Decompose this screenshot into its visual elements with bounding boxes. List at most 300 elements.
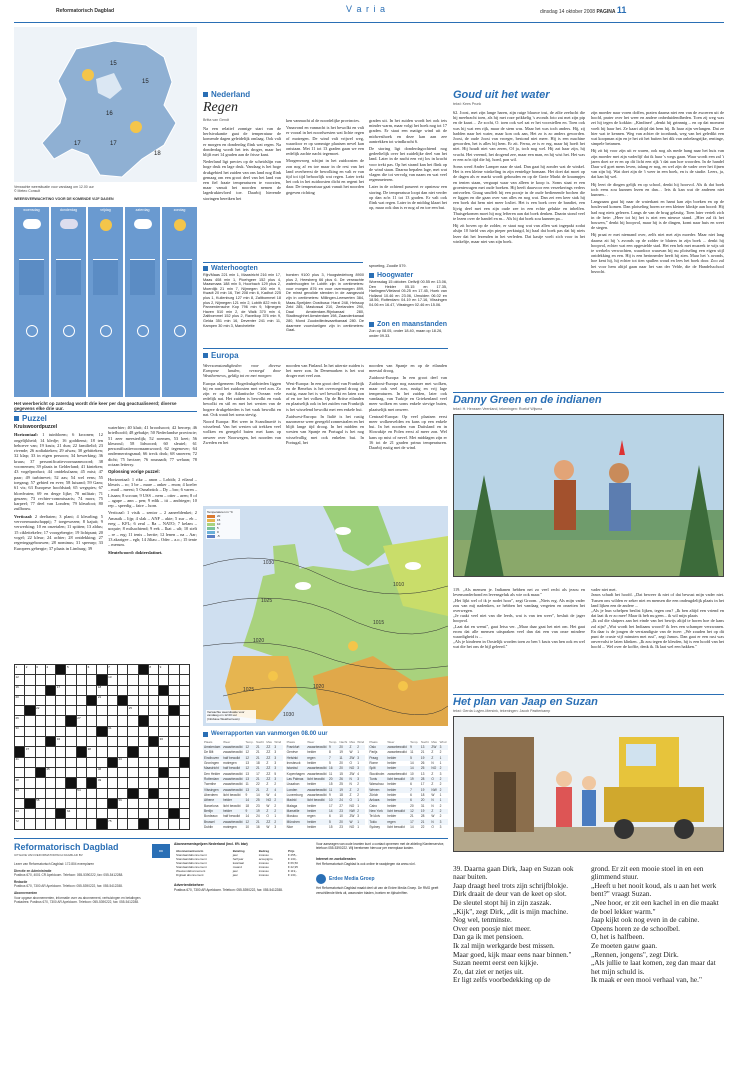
crossword-cell[interactable] bbox=[117, 685, 127, 695]
crossword-cell[interactable] bbox=[138, 778, 148, 788]
crossword-cell[interactable]: 9 bbox=[159, 665, 169, 675]
crossword-cell[interactable]: 1 bbox=[15, 665, 25, 675]
table-cell: 2 bbox=[439, 787, 448, 792]
crossword-cell[interactable] bbox=[159, 809, 169, 819]
crossword-cell[interactable] bbox=[35, 809, 45, 819]
crossword-cell[interactable] bbox=[179, 695, 189, 705]
crossword-cell[interactable] bbox=[138, 809, 148, 819]
crossword-cell[interactable] bbox=[179, 778, 189, 788]
crossword-cell[interactable] bbox=[107, 788, 117, 798]
crossword-cell[interactable]: 45 bbox=[45, 767, 55, 777]
table-cell: N bbox=[430, 819, 438, 824]
crossword-cell[interactable]: 13 bbox=[107, 675, 117, 685]
crossword-cell[interactable] bbox=[97, 706, 107, 716]
crossword-cell[interactable] bbox=[56, 695, 66, 705]
crossword-cell[interactable] bbox=[97, 788, 107, 798]
crossword-cell[interactable] bbox=[76, 675, 86, 685]
forecast-day-label: woensdag bbox=[23, 208, 40, 212]
crossword-cell[interactable] bbox=[107, 737, 117, 747]
crossword-cell[interactable] bbox=[45, 695, 55, 705]
crossword-cell[interactable] bbox=[25, 809, 35, 819]
crossword-table[interactable] bbox=[14, 664, 190, 830]
crossword-cell[interactable] bbox=[128, 757, 138, 767]
column-header: Wind bbox=[274, 740, 282, 745]
crossword-cell[interactable] bbox=[148, 716, 158, 726]
crossword-cell[interactable]: 7 bbox=[107, 665, 117, 675]
crossword-cell[interactable] bbox=[107, 716, 117, 726]
crossword-cell[interactable] bbox=[148, 706, 158, 716]
comic-crane-window bbox=[626, 744, 656, 766]
table-cell: 3 bbox=[274, 760, 277, 765]
crossword-cell[interactable] bbox=[169, 798, 179, 808]
crossword-cell[interactable] bbox=[35, 737, 45, 747]
crossword-cell[interactable]: 6 bbox=[87, 665, 97, 675]
crossword-cell[interactable] bbox=[169, 726, 179, 736]
crossword-cell[interactable] bbox=[169, 685, 179, 695]
crossword-cell[interactable]: 17 bbox=[56, 685, 66, 695]
crossword-cell[interactable] bbox=[66, 767, 76, 777]
crossword-cell[interactable] bbox=[35, 716, 45, 726]
crossword-cell[interactable] bbox=[66, 675, 76, 685]
europa-col1-p2: Noord Europa: Het weer in Scandinavië is wisselend. Van het westen uit trekken veel wolken en geregeld buien met kans op onweer over Noorwegen, het noorden van Zweden en het bbox=[203, 419, 281, 445]
crossword-cell[interactable] bbox=[148, 695, 158, 705]
crossword-cell[interactable]: 58 bbox=[35, 798, 45, 808]
crossword-cell[interactable] bbox=[76, 819, 86, 829]
crossword-cell[interactable] bbox=[179, 819, 189, 829]
crossword-cell[interactable] bbox=[138, 726, 148, 736]
crossword-cell[interactable] bbox=[138, 747, 148, 757]
crossword-cell[interactable]: 26 bbox=[15, 716, 25, 726]
crossword-cell[interactable] bbox=[56, 798, 66, 808]
crossword-cell[interactable] bbox=[45, 726, 55, 736]
crossword-cell[interactable]: 37 bbox=[25, 747, 35, 757]
table-cell: O bbox=[431, 824, 434, 829]
legend-swatch bbox=[207, 527, 215, 530]
crossword-cell[interactable] bbox=[159, 798, 169, 808]
crossword-cell[interactable] bbox=[66, 695, 76, 705]
crossword-cell[interactable] bbox=[56, 747, 66, 757]
crossword-cell[interactable]: 36 bbox=[159, 737, 169, 747]
danny-rule bbox=[453, 392, 724, 393]
crossword-cell[interactable] bbox=[169, 716, 179, 726]
puzzel-sleutelwoord: Sleutelwoord: dokterslatinet. bbox=[108, 549, 163, 555]
crossword-cell[interactable] bbox=[107, 809, 117, 819]
comic-figure-head bbox=[582, 776, 596, 790]
crossword-cell[interactable] bbox=[87, 685, 97, 695]
crossword-cell[interactable] bbox=[25, 737, 35, 747]
crossword-cell[interactable]: 4 bbox=[45, 665, 55, 675]
crossword-cell[interactable] bbox=[45, 716, 55, 726]
crossword-cell[interactable] bbox=[97, 716, 107, 726]
legend-value bbox=[207, 534, 239, 538]
crossword-cell[interactable]: 8 bbox=[148, 665, 158, 675]
cloud-icon bbox=[335, 527, 351, 535]
crossword-cell[interactable] bbox=[97, 737, 107, 747]
crossword-cell[interactable] bbox=[97, 757, 107, 767]
table-cell: € 130,- bbox=[287, 857, 298, 862]
table-cell: Z bbox=[266, 782, 269, 787]
crossword-cell[interactable] bbox=[66, 788, 76, 798]
table-cell: zwaarbewolkt bbox=[307, 745, 327, 749]
crossword-cell[interactable]: 48 bbox=[15, 778, 25, 788]
crossword-cell[interactable] bbox=[148, 726, 158, 736]
crossword-cell[interactable] bbox=[128, 809, 138, 819]
table-cell: 20 bbox=[420, 798, 430, 803]
crossword-cell[interactable] bbox=[56, 716, 66, 726]
crossword-cell[interactable] bbox=[128, 737, 138, 747]
crossword-cell[interactable] bbox=[148, 685, 158, 695]
crossword-cell[interactable] bbox=[107, 695, 117, 705]
crossword-cell[interactable] bbox=[56, 788, 66, 798]
crossword-cell[interactable] bbox=[179, 737, 189, 747]
crossword-cell[interactable] bbox=[45, 747, 55, 757]
crossword-cell[interactable] bbox=[15, 798, 25, 808]
crossword-cell[interactable] bbox=[97, 665, 107, 675]
table-cell: Z bbox=[348, 787, 356, 792]
table-cell: W bbox=[349, 750, 353, 755]
crossword-cell[interactable] bbox=[35, 675, 45, 685]
crossword-cell[interactable]: 2 bbox=[25, 665, 35, 675]
table-cell: 2 bbox=[439, 809, 448, 814]
crossword-cell[interactable] bbox=[179, 767, 189, 777]
crossword-cell[interactable]: 27 bbox=[76, 716, 86, 726]
crossword-cell[interactable] bbox=[66, 737, 76, 747]
table-cell: 28 bbox=[420, 777, 430, 782]
crossword-cell[interactable] bbox=[56, 757, 66, 767]
crossword-cell[interactable] bbox=[138, 695, 148, 705]
crossword-cell[interactable] bbox=[179, 809, 189, 819]
crossword-cell[interactable] bbox=[179, 675, 189, 685]
crossword-cell[interactable] bbox=[35, 685, 45, 695]
crossword-cell[interactable] bbox=[56, 706, 66, 716]
crossword-cell[interactable] bbox=[179, 798, 189, 808]
crossword-cell[interactable] bbox=[148, 819, 158, 829]
crossword-cell[interactable] bbox=[15, 767, 25, 777]
crossword-cell[interactable] bbox=[35, 695, 45, 705]
crossword-cell[interactable]: 31 bbox=[107, 726, 117, 736]
crossword-cell[interactable] bbox=[159, 695, 169, 705]
crossword-cell[interactable] bbox=[66, 726, 76, 736]
table-cell: 27 bbox=[339, 803, 343, 808]
crossword-cell[interactable] bbox=[66, 798, 76, 808]
table-cell: N bbox=[431, 803, 434, 808]
colofon-line: Postbus 670, 7300 AR Apeldoorn. Telefoon: 055-5390222, fax: 055-5412288. bbox=[14, 884, 123, 889]
crossword-cell[interactable] bbox=[97, 747, 107, 757]
crossword-cell[interactable] bbox=[87, 798, 97, 808]
table-cell: 1 bbox=[439, 792, 442, 797]
crossword-cell bbox=[66, 778, 76, 788]
crossword-cell[interactable] bbox=[148, 778, 158, 788]
crossword-cell[interactable] bbox=[179, 665, 189, 675]
crossword-cell[interactable]: 18 bbox=[97, 685, 107, 695]
crossword-cell[interactable] bbox=[107, 778, 117, 788]
masthead-paper: Reformatorisch Dagblad bbox=[56, 8, 115, 14]
crossword-cell[interactable] bbox=[117, 665, 127, 675]
crossword-cell[interactable] bbox=[159, 706, 169, 716]
crossword-cell[interactable] bbox=[66, 685, 76, 695]
crossword-cell[interactable] bbox=[45, 757, 55, 767]
crossword-cell[interactable] bbox=[138, 706, 148, 716]
crossword-cell[interactable] bbox=[87, 737, 97, 747]
table-cell: O bbox=[430, 777, 438, 782]
crossword-cell[interactable]: 64 bbox=[66, 809, 76, 819]
crossword-cell[interactable] bbox=[45, 778, 55, 788]
table-cell: 20 bbox=[338, 745, 348, 750]
crossword-cell[interactable] bbox=[56, 767, 66, 777]
crossword-cell[interactable] bbox=[117, 767, 127, 777]
crossword-cell[interactable] bbox=[159, 716, 169, 726]
crossword-cell[interactable] bbox=[159, 726, 169, 736]
crossword-cell[interactable]: 63 bbox=[15, 809, 25, 819]
crossword-cell[interactable]: 25 bbox=[128, 706, 138, 716]
table-cell: 21 bbox=[410, 814, 414, 819]
crossword-cell[interactable] bbox=[159, 819, 169, 829]
crossword-cell[interactable] bbox=[76, 798, 86, 808]
crossword-cell[interactable] bbox=[25, 695, 35, 705]
crossword-cell[interactable] bbox=[117, 778, 127, 788]
column-header: Prijs bbox=[287, 849, 295, 854]
crossword-cell[interactable] bbox=[87, 757, 97, 767]
crossword-cell[interactable] bbox=[128, 695, 138, 705]
crossword-cell[interactable] bbox=[138, 798, 148, 808]
crossword-cell[interactable] bbox=[45, 819, 55, 829]
table-cell: 7 bbox=[409, 787, 420, 792]
crossword-cell[interactable] bbox=[97, 809, 107, 819]
crossword-cell[interactable]: 5 bbox=[66, 665, 76, 675]
crossword-cell[interactable] bbox=[35, 747, 45, 757]
crossword-cell[interactable] bbox=[87, 767, 97, 777]
table-cell: helder bbox=[386, 787, 409, 792]
crossword-cell[interactable] bbox=[128, 819, 138, 829]
crossword-cell[interactable] bbox=[148, 798, 158, 808]
crossword-cell[interactable] bbox=[76, 706, 86, 716]
crossword-cell[interactable] bbox=[25, 726, 35, 736]
crossword-cell[interactable] bbox=[87, 716, 97, 726]
crossword-cell[interactable] bbox=[128, 716, 138, 726]
crossword-cell[interactable] bbox=[148, 809, 158, 819]
crossword-cell[interactable]: 3 bbox=[35, 665, 45, 675]
crossword-cell[interactable] bbox=[138, 675, 148, 685]
crossword-cell[interactable] bbox=[45, 706, 55, 716]
map-caption-text: Verwachte weersituatie voor vandaag om 12.00 uur bbox=[14, 185, 94, 189]
puzzel-col2-text: waterhier; 40 kluit; 41 broodsoort; 42 beroep; 46 briefhoofd; 48 gebakje; 50 Nederlandse provincie; 51 zeer meesterlijk; 52 roemen, 53 keet; 56 kleuroul; 58 lidwoord; 60 sleutel; 61 personificatievoornaamwoord; 62 tegenover; 64 ondermerringsmal; 66 treck drok; 68 snoeren; 72 dicht; 75 hectare; 76 rounaadt; 77 welaan; 78 octaan lettersy. bbox=[108, 425, 197, 468]
table-cell: 2 bbox=[273, 798, 282, 803]
crossword-cell[interactable] bbox=[159, 778, 169, 788]
crossword-cell[interactable] bbox=[148, 675, 158, 685]
europa-intro: Weersomstandigheden voor diverse Europese landen, verzorgd door Weathernews, geldig tot en met morgen: bbox=[203, 363, 281, 379]
crossword-cell[interactable] bbox=[66, 747, 76, 757]
crossword-cell[interactable] bbox=[138, 685, 148, 695]
crossword-cell[interactable] bbox=[169, 675, 179, 685]
crossword-cell[interactable] bbox=[117, 788, 127, 798]
crossword-cell[interactable] bbox=[148, 747, 158, 757]
table-cell: 2 bbox=[356, 787, 365, 792]
crossword-cell[interactable] bbox=[159, 747, 169, 757]
table-cell: Parijs bbox=[369, 750, 378, 755]
crossword-cell[interactable]: 41 bbox=[15, 757, 25, 767]
crossword-cell[interactable] bbox=[179, 716, 189, 726]
table-cell: Amsterdam bbox=[204, 745, 221, 749]
crossword-cell[interactable] bbox=[87, 706, 97, 716]
crossword-cell[interactable] bbox=[35, 819, 45, 829]
crossword-cell[interactable] bbox=[128, 778, 138, 788]
crossword-cell[interactable]: 12 bbox=[15, 675, 25, 685]
crossword-cell[interactable]: 72 bbox=[15, 819, 25, 829]
crossword-cell[interactable] bbox=[87, 788, 97, 798]
crossword-cell[interactable] bbox=[56, 675, 66, 685]
crossword-cell[interactable]: 46 bbox=[97, 767, 107, 777]
crossword-cell bbox=[169, 706, 179, 716]
crossword-cell[interactable] bbox=[76, 767, 86, 777]
crossword-cell[interactable] bbox=[35, 778, 45, 788]
crossword-cell[interactable] bbox=[35, 757, 45, 767]
crossword-cell[interactable] bbox=[76, 665, 86, 675]
crossword-cell[interactable] bbox=[76, 695, 86, 705]
nederland-col2-p1: ken vanmacht al de noordelijke provincies. bbox=[286, 118, 360, 123]
crossword-cell[interactable] bbox=[76, 685, 86, 695]
crossword-cell[interactable] bbox=[117, 747, 127, 757]
europa-col2-p1: noorden van Finland. In het uiterste zuiden is het meer zon. In Denemarken is het wat droger met veel zon. bbox=[286, 363, 364, 379]
crossword-cell[interactable] bbox=[76, 809, 86, 819]
crossword-cell[interactable] bbox=[107, 747, 117, 757]
crossword-cell[interactable] bbox=[179, 726, 189, 736]
crossword-cell[interactable] bbox=[25, 819, 35, 829]
crossword-cell[interactable] bbox=[169, 767, 179, 777]
crossword-cell[interactable] bbox=[169, 778, 179, 788]
crossword-cell[interactable] bbox=[45, 798, 55, 808]
crossword-cell[interactable] bbox=[159, 757, 169, 767]
crossword-cell[interactable]: 38 bbox=[87, 747, 97, 757]
crossword-cell[interactable] bbox=[117, 819, 127, 829]
crossword-cell[interactable] bbox=[87, 726, 97, 736]
crossword-cell[interactable] bbox=[169, 757, 179, 767]
crossword-cell[interactable]: 30 bbox=[15, 726, 25, 736]
crossword-cell[interactable] bbox=[128, 798, 138, 808]
crossword-cell[interactable] bbox=[128, 767, 138, 777]
crossword-cell[interactable] bbox=[45, 675, 55, 685]
crossword-cell[interactable] bbox=[87, 819, 97, 829]
crossword-cell[interactable] bbox=[138, 788, 148, 798]
crossword-cell[interactable] bbox=[117, 737, 127, 747]
crossword-cell[interactable] bbox=[15, 706, 25, 716]
crossword-cell[interactable] bbox=[76, 737, 86, 747]
crossword-cell[interactable] bbox=[56, 726, 66, 736]
column-header: Temp. bbox=[245, 740, 254, 745]
crossword-cell[interactable] bbox=[128, 675, 138, 685]
crossword-cell[interactable]: 21 bbox=[97, 695, 107, 705]
crossword-cell[interactable] bbox=[25, 757, 35, 767]
table-cell: O bbox=[349, 760, 352, 765]
crossword-cell[interactable] bbox=[169, 747, 179, 757]
comic-wheel bbox=[674, 819, 694, 839]
crossword-cell[interactable] bbox=[169, 819, 179, 829]
nederland-col3-p2: De storing ligt donderdagochtend nog gedeeltelijk over het zuidelijke deel van het land. Later in de nacht een vrij los in kracht voor trekt pas. Op het strand kan het flink op de wind staan. Daarna bepalen lage, met wat vlagen die tot vervolg van naam en wat veel regenmeteren. bbox=[369, 146, 447, 183]
crossword-cell[interactable] bbox=[138, 737, 148, 747]
crossword-cell[interactable] bbox=[148, 757, 158, 767]
crossword-cell[interactable] bbox=[159, 788, 169, 798]
crossword-cell[interactable] bbox=[35, 726, 45, 736]
crossword-cell[interactable] bbox=[66, 757, 76, 767]
table-cell: Stockholm bbox=[369, 771, 385, 776]
table-cell: zwaarbewolkt bbox=[223, 787, 243, 792]
crossword-cell[interactable] bbox=[107, 767, 117, 777]
crossword-cell[interactable] bbox=[25, 685, 35, 695]
ertnet-name: Erdee Media Groep bbox=[329, 875, 375, 882]
colofon-text3: Voor aanvragen van oude kranten kunt u contact opnemen met de afdeling Klantenservice, telefoon 055-5390222. Wij berekenen hiervoor per exemplaar kosten. bbox=[316, 842, 445, 851]
colofon-line: Redactie bbox=[14, 879, 28, 884]
crossword-cell[interactable] bbox=[56, 778, 66, 788]
crossword-cell[interactable] bbox=[179, 747, 189, 757]
crossword-cell[interactable] bbox=[97, 798, 107, 808]
crossword-cell[interactable] bbox=[169, 737, 179, 747]
crossword-cell[interactable] bbox=[128, 665, 138, 675]
crossword-cell[interactable]: 20 bbox=[15, 695, 25, 705]
crossword-cell[interactable]: 75 bbox=[107, 819, 117, 829]
table-cell: 2 bbox=[439, 814, 442, 819]
table-cell: Rotterdam bbox=[203, 777, 222, 782]
crossword-cell[interactable] bbox=[128, 726, 138, 736]
crossword-cell[interactable]: 22 bbox=[35, 706, 45, 716]
nederland-section-title: Nederland bbox=[211, 90, 251, 99]
crossword-cell[interactable] bbox=[138, 767, 148, 777]
crossword-cell[interactable] bbox=[148, 767, 158, 777]
crossword-cell[interactable] bbox=[117, 675, 127, 685]
crossword-cell[interactable]: 34 bbox=[56, 737, 66, 747]
crossword-cell[interactable]: 49 bbox=[97, 778, 107, 788]
crossword-cell[interactable] bbox=[76, 757, 86, 767]
crossword-cell[interactable]: 59 bbox=[117, 798, 127, 808]
crossword-cell[interactable] bbox=[87, 809, 97, 819]
crossword-cell[interactable] bbox=[169, 695, 179, 705]
crossword-grid[interactable] bbox=[14, 664, 199, 834]
crossword-cell[interactable] bbox=[117, 706, 127, 716]
crossword-cell[interactable] bbox=[76, 778, 86, 788]
crossword-cell[interactable] bbox=[169, 788, 179, 798]
crossword-cell[interactable] bbox=[107, 685, 117, 695]
crossword-cell[interactable] bbox=[159, 675, 169, 685]
crossword-cell[interactable] bbox=[45, 809, 55, 819]
crossword-cell[interactable] bbox=[117, 716, 127, 726]
crossword-cell[interactable] bbox=[25, 788, 35, 798]
crossword-cell[interactable] bbox=[25, 716, 35, 726]
colofon-lines bbox=[14, 862, 164, 905]
crossword-cell[interactable] bbox=[179, 706, 189, 716]
crossword-cell[interactable] bbox=[179, 788, 189, 798]
crossword-cell[interactable] bbox=[107, 706, 117, 716]
crossword-cell[interactable]: 43 bbox=[117, 757, 127, 767]
crossword-cell[interactable] bbox=[76, 726, 86, 736]
crossword-cell[interactable] bbox=[117, 809, 127, 819]
crossword-cell[interactable] bbox=[25, 778, 35, 788]
crossword-cell[interactable] bbox=[179, 685, 189, 695]
crossword-cell[interactable] bbox=[117, 726, 127, 736]
crossword-cell[interactable] bbox=[56, 819, 66, 829]
crossword-cell[interactable] bbox=[25, 675, 35, 685]
crossword-cell[interactable] bbox=[15, 737, 25, 747]
crossword-cell[interactable] bbox=[87, 675, 97, 685]
crossword-cell[interactable] bbox=[45, 788, 55, 798]
crossword-cell[interactable]: 53 bbox=[15, 788, 25, 798]
crossword-cell[interactable] bbox=[35, 788, 45, 798]
crossword-cell[interactable] bbox=[138, 757, 148, 767]
crossword-cell[interactable] bbox=[128, 685, 138, 695]
crossword-cell[interactable]: 54 bbox=[76, 788, 86, 798]
crossword-cell[interactable] bbox=[66, 819, 76, 829]
crossword-cell[interactable]: 16 bbox=[15, 685, 25, 695]
crossword-cell[interactable] bbox=[25, 767, 35, 777]
crossword-cell[interactable] bbox=[169, 665, 179, 675]
crossword-cell[interactable] bbox=[66, 706, 76, 716]
